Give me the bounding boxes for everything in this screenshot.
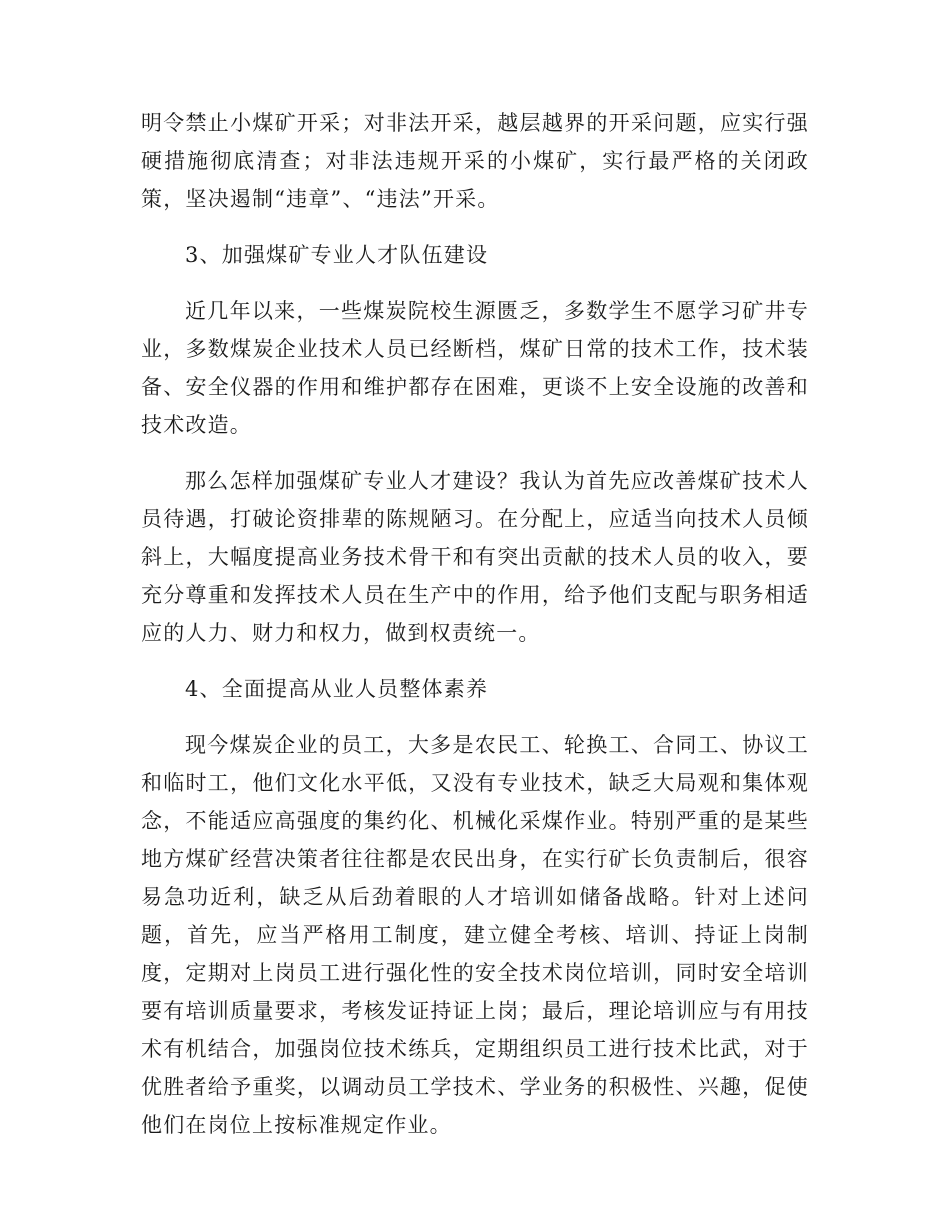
paragraph-gap: [141, 444, 809, 462]
paragraph-gap: [141, 652, 809, 670]
document-page: [141, 104, 809, 1144]
paragraph-continuation: 明令禁止小煤矿开采；对非法开采，越层越界的开采问题，应实行强硬措施彻底清查；对非法违规开采的小煤矿，实行最严格的关闭政策，坚决遏制“违章”、“违法”开采。: [141, 111, 809, 211]
paragraph-talent-shortage: 近几年以来，一些煤炭院校生源匮乏，多数学生不愿学习矿井专业，多数煤炭企业技术人员已经断档，煤矿日常的技术工作，技术装备、安全仪器的作用和维护都存在困难，更谈不上安全设施的改善和技术改造。: [141, 299, 809, 437]
section-heading-4: 4、全面提高从业人员整体素养: [185, 677, 489, 701]
section-heading-3: 3、加强煤矿专业人才队伍建设: [185, 243, 489, 267]
paragraph-gap: [141, 708, 809, 726]
paragraph-gap: [141, 218, 809, 236]
paragraph-gap: [141, 274, 809, 292]
paragraph-talent-building: 那么怎样加强煤矿专业人才建设？我认为首先应改善煤矿技术人员待遇，打破论资排辈的陈规陋习。在分配上，应适当向技术人员倾斜上，大幅度提高业务技术骨干和有突出贡献的技术人员的收入，要充分尊重和发挥技术人员在生产中的作用，给予他们支配与职务相适应的人力、财力和权力，做到权责统一。: [141, 469, 809, 645]
paragraph-workforce-quality: 现今煤炭企业的员工，大多是农民工、轮换工、合同工、协议工和临时工，他们文化水平低，又没有专业技术，缺乏大局观和集体观念，不能适应高强度的集约化、机械化采煤作业。特别严重的是某些地方煤矿经营决策者往往都是农民出身，在实行矿长负责制后，很容易急功近利，缺乏从后劲着眼的人才培训如储备战略。针对上述问题，首先，应当严格用工制度，建立健全考核、培训、持证上岗制度，定期对上岗员工进行强化性的安全技术岗位培训，同时安全培训要有培训质量要求，考核发证持证上岗；最后，理论培训应与有用技术有机结合，加强岗位技术练兵，定期组织员工进行技术比武，对于优胜者给予重奖，以调动员工学技术、学业务的积极性、兴趣，促使他们在岗位上按标准规定作业。: [141, 733, 809, 1137]
